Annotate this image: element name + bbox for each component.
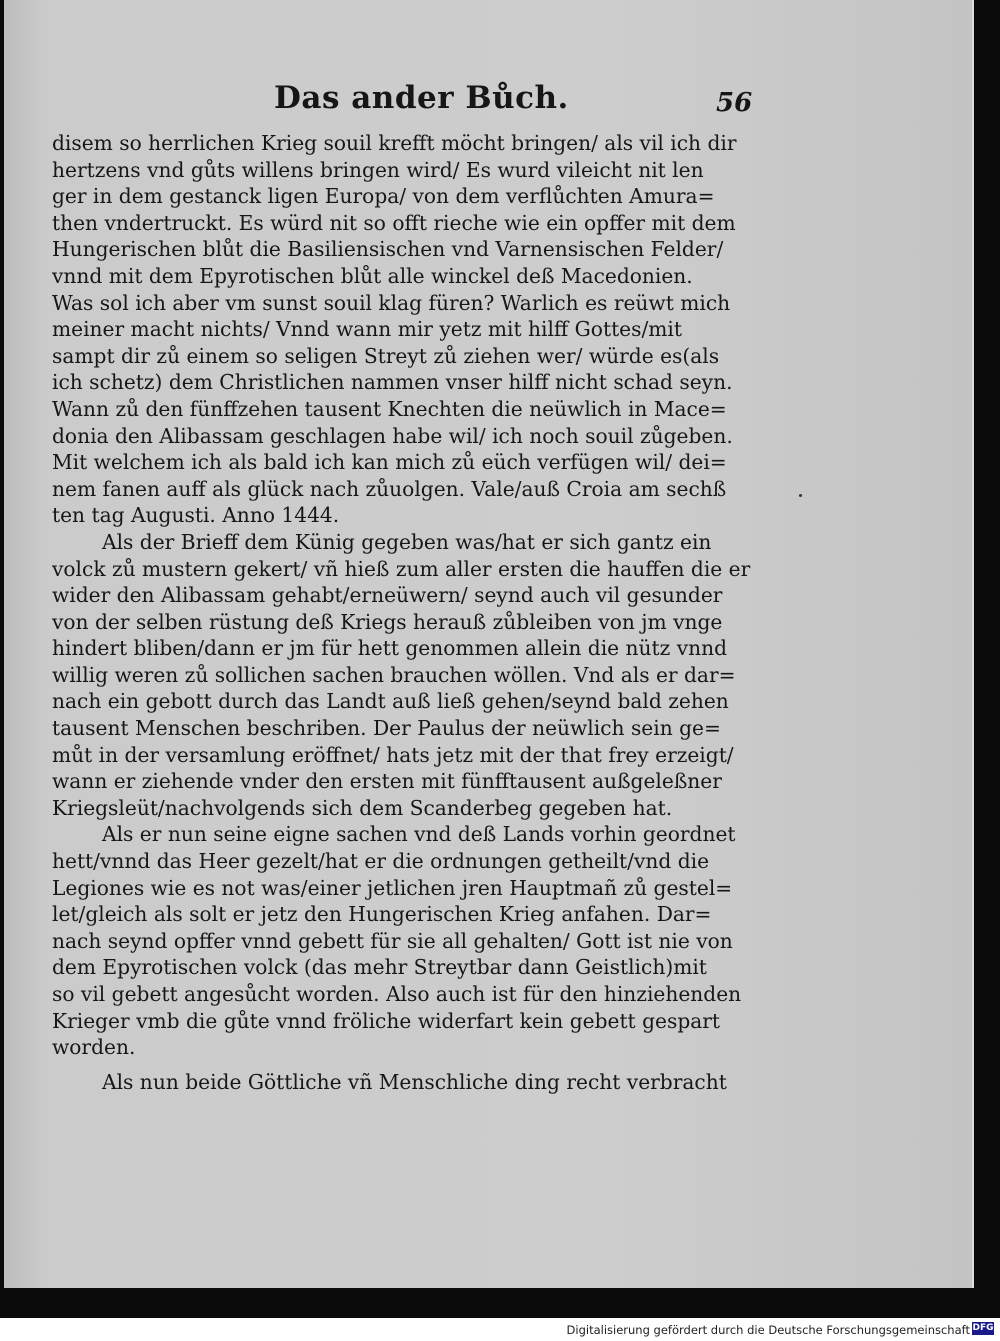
text-line: donia den Alibassam geschlagen habe wil/ ich noch souil zůgeben. <box>52 423 733 448</box>
paragraph-start-line: Als er nun seine eigne sachen vnd deß Lands vorhin geordnet <box>102 822 736 847</box>
text-line: Kriegsleüt/nachvolgends sich dem Scanderbeg gegeben hat. <box>52 795 673 820</box>
text-line: worden. <box>52 1035 136 1060</box>
text-line: hindert bliben/dann er jm für hett genommen allein die nütz vnnd <box>52 636 728 661</box>
text-line: Mit welchem ich als bald ich kan mich zů eüch verfügen wil/ dei= <box>52 450 727 475</box>
text-line: let/gleich als solt er jetz den Hungerischen Krieg anfahen. Dar= <box>52 902 712 927</box>
text-line: so vil gebett angesůcht worden. Also auch ist für den hinziehenden <box>52 982 742 1006</box>
text-line: ich schetz) dem Christlichen nammen vnser hilff nicht schad seyn. <box>52 370 733 395</box>
text-line: volck zů mustern gekert/ vñ hieß zum aller ersten die hauffen die er <box>52 556 751 581</box>
text-line: nach seynd opffer vnnd gebett für sie all gehalten/ Gott ist nie von <box>52 928 733 953</box>
text-line: Wann zů den fünffzehen tausent Knechten die neüwlich in Mace= <box>52 396 727 421</box>
text-line: Was sol ich aber vm sunst souil klag füren? Warlich es reüwt mich <box>52 290 731 315</box>
paragraph-start-line: Als der Brieff dem Künig gegeben was/hat er sich gantz ein <box>102 529 712 554</box>
text-line: vnnd mit dem Epyrotischen blůt alle winckel deß Macedonien. <box>52 263 693 288</box>
text-line: then vndertruckt. Es würd nit so offt rieche wie ein opffer mit dem <box>52 210 736 235</box>
text-line: meiner macht nichts/ Vnnd wann mir yetz mit hilff Gottes/mit <box>52 317 683 342</box>
text-line: hett/vnnd das Heer gezelt/hat er die ordnungen getheilt/vnd die <box>52 849 710 874</box>
running-head: Das ander Bůch. <box>274 80 569 116</box>
text-line: sampt dir zů einem so seligen Streyt zů ziehen wer/ würde es(als <box>52 343 720 368</box>
text-line: tausent Menschen beschriben. Der Paulus der neüwlich sein ge= <box>52 716 721 741</box>
text-line: Hungerischen blůt die Basiliensischen vnd Varnensischen Felder/ <box>52 237 724 262</box>
text-line: dem Epyrotischen volck (das mehr Streytbar dann Geistlich)mit <box>52 955 707 980</box>
text-line: von der selben rüstung deß Kriegs herauß zůbleiben von jm vnge <box>52 609 723 634</box>
book-page <box>4 0 974 1288</box>
body-text <box>52 130 772 1095</box>
text-line: nach ein gebott durch das Landt auß ließ gehen/seynd bald zehen <box>52 689 729 714</box>
ink-speck <box>799 494 802 497</box>
text-line: můt in der versamlung eröffnet/ hats jetz mit der that frey erzeigt/ <box>52 742 734 767</box>
dfg-logo: DFG <box>972 1323 994 1333</box>
text-line: wider den Alibassam gehabt/erneüwern/ seynd auch vil gesunder <box>52 583 723 608</box>
page-number: 56 <box>716 88 753 118</box>
text-line: disem so herrlichen Krieg souil krefft möcht bringen/ als vil ich dir <box>52 131 737 155</box>
text-line: nem fanen auff als glück nach zůuolgen. Vale/auß Croia am sechß <box>52 476 727 501</box>
text-line: willig weren zů sollichen sachen brauchen wöllen. Vnd als er dar= <box>52 662 736 687</box>
digitization-credit: Digitalisierung gefördert durch die Deutsche Forschungsgemeinschaft <box>566 1323 970 1337</box>
paragraph-start-line: Als nun beide Göttliche vñ Menschliche ding recht verbracht <box>102 1069 727 1094</box>
text-line: ten tag Augusti. Anno 1444. <box>52 503 340 528</box>
text-line: hertzens vnd gůts willens bringen wird/ Es wurd vileicht nit len <box>52 157 704 182</box>
text-line: Krieger vmb die gůte vnnd fröliche widerfart kein gebett gespart <box>52 1008 721 1033</box>
text-line: Legiones wie es not was/einer jetlichen jren Hauptmañ zů gestel= <box>52 875 733 900</box>
text-line: wann er ziehende vnder den ersten mit fünfftausent außgeleßner <box>52 769 722 794</box>
page-surface <box>4 0 972 1288</box>
text-line: ger in dem gestanck ligen Europa/ von dem verflůchten Amura= <box>52 184 715 209</box>
